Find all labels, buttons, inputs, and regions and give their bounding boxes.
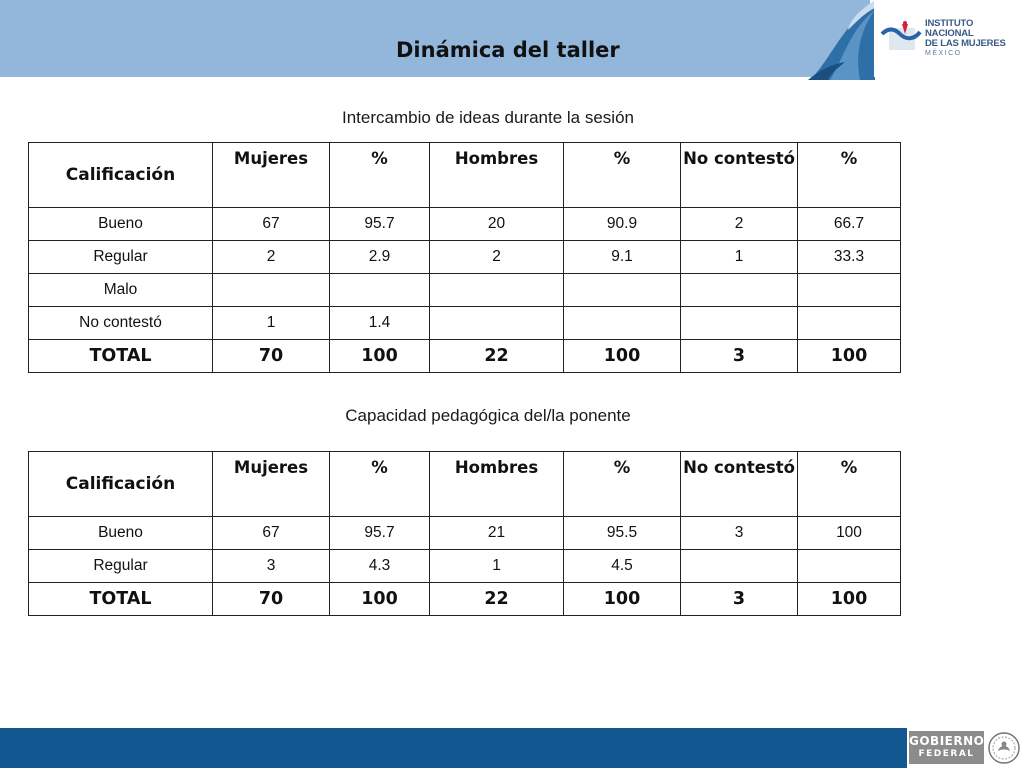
logo-line-1: INSTITUTO NACIONAL <box>925 18 974 39</box>
inmujeres-logo-icon <box>880 20 922 54</box>
table2-header-row <box>29 452 901 517</box>
table-cell <box>681 274 798 307</box>
table-cell: 95.7 <box>330 208 430 241</box>
table2-header-cell: No contestó <box>681 452 798 517</box>
total-cell: 100 <box>564 340 681 373</box>
total-cell: TOTAL <box>29 583 213 616</box>
total-cell: 100 <box>330 583 430 616</box>
table1-title: Intercambio de ideas durante la sesión <box>341 108 634 127</box>
table1-header-cell: Hombres <box>430 143 564 208</box>
total-row <box>29 583 901 616</box>
table-cell: 2 <box>681 208 798 241</box>
table-cell: Regular <box>29 550 213 583</box>
table-cell <box>798 307 901 340</box>
table-cell: Bueno <box>29 517 213 550</box>
table-cell: 67 <box>213 208 330 241</box>
table-cell <box>430 274 564 307</box>
table-cell: 2 <box>213 241 330 274</box>
table-cell <box>564 274 681 307</box>
table-row <box>29 307 901 340</box>
logo-line-2: DE LAS MUJERES <box>925 38 1006 49</box>
table-cell: 1.4 <box>330 307 430 340</box>
logo-line-3: MÉXICO <box>925 50 962 57</box>
total-cell: 22 <box>430 583 564 616</box>
table-cell: Regular <box>29 241 213 274</box>
gobierno-federal-logo <box>909 731 984 764</box>
table2-header-cell: Mujeres <box>213 452 330 517</box>
table-cell: No contestó <box>29 307 213 340</box>
table1-header-cell: No contestó <box>681 143 798 208</box>
table-cell: 90.9 <box>564 208 681 241</box>
table-cell: 2.9 <box>330 241 430 274</box>
table2-title: Capacidad pedagógica del/la ponente <box>345 406 631 425</box>
total-row <box>29 340 901 373</box>
table2 <box>28 451 901 616</box>
footer-band <box>0 728 907 768</box>
total-cell: 100 <box>564 583 681 616</box>
page-title: Dinámica del taller <box>396 38 620 62</box>
table-cell: 1 <box>430 550 564 583</box>
table-cell <box>430 307 564 340</box>
total-cell: 3 <box>681 583 798 616</box>
table1-header-cell: % <box>330 143 430 208</box>
table-cell: 95.7 <box>330 517 430 550</box>
table-cell <box>213 274 330 307</box>
table-cell <box>798 274 901 307</box>
table-cell <box>681 307 798 340</box>
table-row <box>29 274 901 307</box>
table-row <box>29 517 901 550</box>
national-seal-icon <box>987 731 1021 765</box>
table-cell: 20 <box>430 208 564 241</box>
table2-header-cell: % <box>330 452 430 517</box>
total-cell: TOTAL <box>29 340 213 373</box>
table-cell: 4.3 <box>330 550 430 583</box>
table-cell <box>330 274 430 307</box>
table1-header-cell: Mujeres <box>213 143 330 208</box>
table-cell: Malo <box>29 274 213 307</box>
table-cell: 95.5 <box>564 517 681 550</box>
table2-header-cell: Calificación <box>29 452 213 517</box>
table-cell: 33.3 <box>798 241 901 274</box>
gob-line-1: GOBIERNO <box>909 734 985 748</box>
table1-header-cell: % <box>798 143 901 208</box>
total-cell: 100 <box>330 340 430 373</box>
table-cell: 1 <box>213 307 330 340</box>
table-cell: 1 <box>681 241 798 274</box>
table-row <box>29 550 901 583</box>
table-cell: 21 <box>430 517 564 550</box>
total-cell: 22 <box>430 340 564 373</box>
table-cell: 66.7 <box>798 208 901 241</box>
table-cell <box>564 307 681 340</box>
total-cell: 100 <box>798 583 901 616</box>
table2-header-cell: Hombres <box>430 452 564 517</box>
total-cell: 3 <box>681 340 798 373</box>
total-cell: 100 <box>798 340 901 373</box>
table-cell: 4.5 <box>564 550 681 583</box>
total-cell: 70 <box>213 340 330 373</box>
gob-line-2: FEDERAL <box>918 749 975 759</box>
table-cell <box>798 550 901 583</box>
table-cell: 9.1 <box>564 241 681 274</box>
table-cell: 67 <box>213 517 330 550</box>
table2-header-cell: % <box>798 452 901 517</box>
table-cell: 3 <box>213 550 330 583</box>
table-cell: 2 <box>430 241 564 274</box>
table-cell: Bueno <box>29 208 213 241</box>
table2-header-cell: % <box>564 452 681 517</box>
table1-header-cell: % <box>564 143 681 208</box>
table1 <box>28 142 901 373</box>
decorative-swirl-icon <box>800 0 875 80</box>
table-row <box>29 241 901 274</box>
logo-text <box>925 19 1024 59</box>
table-cell: 3 <box>681 517 798 550</box>
table-cell <box>681 550 798 583</box>
table-row <box>29 208 901 241</box>
table1-header-cell: Calificación <box>29 143 213 208</box>
table1-header-row <box>29 143 901 208</box>
table-cell: 100 <box>798 517 901 550</box>
total-cell: 70 <box>213 583 330 616</box>
